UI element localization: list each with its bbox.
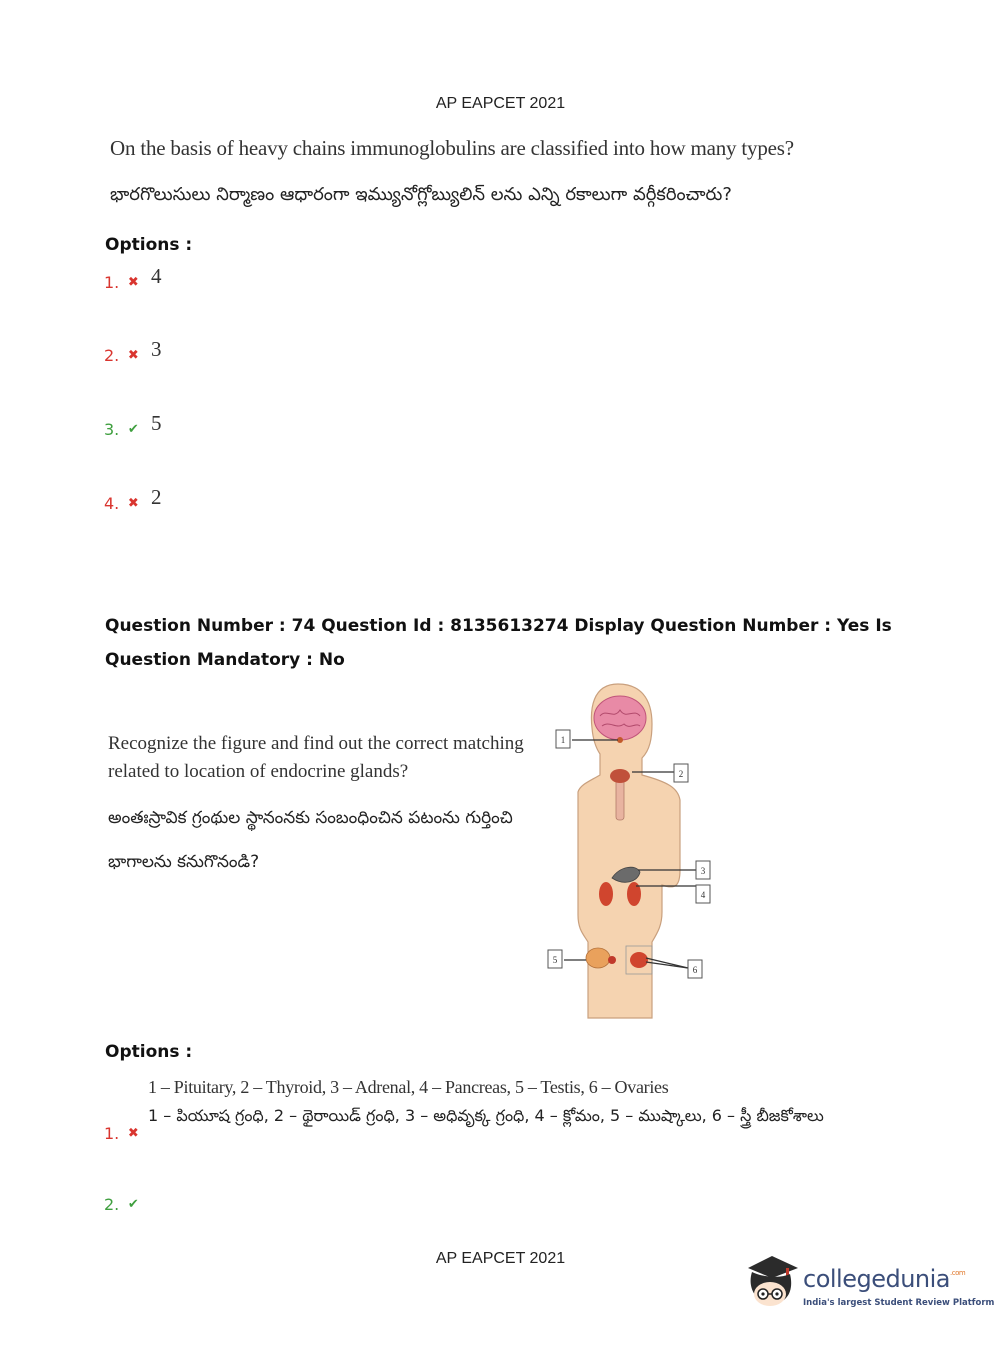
wrong-mark-icon: ✖	[127, 348, 139, 363]
logo-suffix: .com	[950, 1269, 966, 1277]
option-number: 1.	[104, 273, 120, 292]
brain	[594, 696, 646, 740]
question-2-meta: Question Number : 74 Question Id : 8135613274 Display Question Number : Yes Is Question Mandatory : No	[105, 616, 892, 670]
wrong-mark-icon: ✖	[127, 1126, 139, 1141]
endocrine-glands-figure	[540, 680, 730, 1025]
ovary	[630, 952, 648, 968]
question-2-options-label: Options :	[105, 1042, 193, 1062]
option-value: 3	[151, 337, 162, 361]
testis	[586, 948, 610, 968]
question-2-option-2	[104, 1195, 142, 1214]
question-2-option-1-text-te: 1 – పియూష గ్రంధి, 2 – థైరాయిడ్ గ్రంధి, 3 – అధివృక్క గ్రంధి, 4 – క్లోమం, 5 – ముష్కాలు, 6 – స్త్రీ బీజకోశాలు	[148, 1106, 824, 1125]
question-2-text-te-line1: అంతఃస్రావిక గ్రంథుల స్థానంనకు సంబంధించిన పటంను గుర్తించి	[108, 808, 513, 828]
logo-wordmark[interactable]	[803, 1265, 965, 1293]
figure-label-4: 4	[700, 890, 706, 900]
check-mark-icon: ✔	[127, 422, 139, 437]
option-value: 5	[151, 411, 162, 435]
question-2-option-1-text-en: 1 – Pituitary, 2 – Thyroid, 3 – Adrenal, 4 – Pancreas, 5 – Testis, 6 – Ovaries	[148, 1077, 669, 1097]
option-value: 4	[151, 264, 162, 288]
option-value: 2	[151, 485, 162, 509]
question-1-option-4	[104, 485, 162, 513]
logo-name: collegedunia	[803, 1265, 951, 1293]
option-number: 3.	[104, 420, 120, 439]
option-number: 2.	[104, 346, 120, 365]
wrong-mark-icon: ✖	[127, 496, 139, 511]
option-number: 2.	[104, 1195, 120, 1214]
question-1-option-2	[104, 337, 162, 365]
wrong-mark-icon: ✖	[127, 275, 139, 290]
question-2-text-te-line2: భాగాలను కనుగొనండి?	[108, 852, 260, 872]
question-1-option-1	[104, 264, 162, 292]
thyroid	[610, 769, 630, 783]
figure-label-1: 1	[560, 735, 566, 745]
kidney-left	[599, 882, 613, 906]
logo-tagline: India's largest Student Review Platform	[803, 1298, 995, 1308]
figure-label-3: 3	[700, 866, 706, 876]
collegedunia-mascot-icon	[742, 1250, 802, 1312]
option-number: 4.	[104, 494, 120, 513]
question-2-text-en: Recognize the figure and find out the correct matching related to location of endocrine glands?	[108, 733, 524, 782]
page-footer: AP EAPCET 2021	[435, 1250, 566, 1267]
check-mark-icon: ✔	[127, 1197, 139, 1212]
page-header: AP EAPCET 2021	[435, 95, 566, 112]
question-1-option-3	[104, 411, 162, 439]
option-number: 1.	[104, 1124, 120, 1143]
question-1-options-label: Options :	[105, 235, 193, 255]
figure-label-2: 2	[678, 769, 684, 779]
figure-label-6: 6	[692, 965, 698, 975]
question-1-text-te: భారగొలుసులు నిర్మాణం ఆధారంగా ఇమ్యునోగ్లోబ్యులిన్ లను ఎన్ని రకాలుగా వర్గీకరించారు?	[110, 184, 732, 205]
figure-label-5: 5	[552, 955, 558, 965]
question-2-option-1	[104, 1124, 142, 1143]
question-1-text-en: On the basis of heavy chains immunoglobulins are classified into how many types?	[110, 136, 794, 160]
